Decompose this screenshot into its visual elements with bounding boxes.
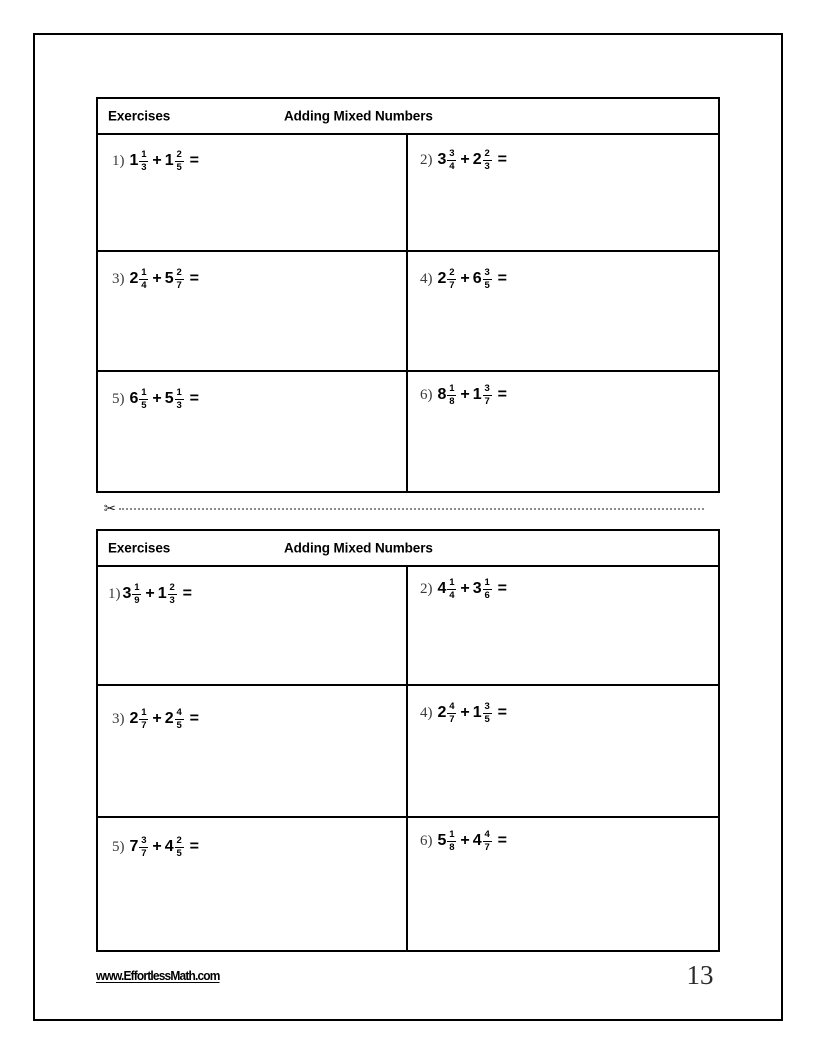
denominator: 5 bbox=[484, 279, 490, 291]
problem-cell-5 bbox=[98, 818, 408, 950]
problem-cell-3 bbox=[98, 686, 408, 816]
problem-label: 5) bbox=[112, 390, 125, 407]
numerator: 1 bbox=[134, 582, 140, 593]
whole-number-2: 5 bbox=[164, 270, 174, 288]
fraction-1 bbox=[447, 578, 456, 601]
numerator: 2 bbox=[484, 148, 490, 159]
problem-cell-2 bbox=[408, 135, 718, 250]
whole-number-2: 4 bbox=[164, 838, 174, 856]
problem-cell-1 bbox=[98, 135, 408, 250]
worksheet-2-row-1 bbox=[98, 567, 718, 686]
math-expression bbox=[438, 268, 508, 291]
equals-sign: = bbox=[189, 270, 199, 288]
math-expression bbox=[130, 836, 200, 859]
math-expression bbox=[438, 149, 508, 172]
problem-label: 4) bbox=[420, 704, 433, 721]
problem-cell-4 bbox=[408, 686, 718, 816]
problem-cell-4 bbox=[408, 252, 718, 370]
whole-number-2: 2 bbox=[472, 151, 482, 169]
problem-expression-1 bbox=[108, 583, 192, 606]
plus-operator: + bbox=[460, 704, 470, 722]
problem-label: 6) bbox=[420, 832, 433, 849]
denominator: 9 bbox=[134, 594, 140, 606]
fraction-1 bbox=[447, 384, 456, 407]
numerator: 3 bbox=[484, 383, 490, 394]
problem-expression-3 bbox=[112, 708, 199, 731]
problem-expression-5 bbox=[112, 836, 199, 859]
equals-sign: = bbox=[189, 390, 199, 408]
worksheet-1-header bbox=[98, 99, 718, 135]
fraction-1 bbox=[139, 268, 148, 291]
denominator: 3 bbox=[176, 399, 182, 411]
problem-cell-2 bbox=[408, 567, 718, 684]
fraction-1 bbox=[139, 150, 148, 173]
whole-number-1: 8 bbox=[437, 386, 447, 404]
denominator: 7 bbox=[141, 847, 147, 859]
problem-cell-5 bbox=[98, 372, 408, 491]
plus-operator: + bbox=[152, 390, 162, 408]
problem-expression-2 bbox=[420, 578, 507, 601]
math-expression bbox=[438, 578, 508, 601]
problem-cell-6 bbox=[408, 372, 718, 491]
worksheet-1-title: Adding Mixed Numbers bbox=[284, 108, 433, 124]
equals-sign: = bbox=[497, 151, 507, 169]
denominator: 5 bbox=[176, 161, 182, 173]
numerator: 2 bbox=[449, 267, 455, 278]
problem-label: 1) bbox=[108, 585, 121, 602]
whole-number-1: 6 bbox=[129, 390, 139, 408]
fraction-1 bbox=[139, 836, 148, 859]
equals-sign: = bbox=[189, 152, 199, 170]
fraction-2 bbox=[483, 384, 492, 407]
whole-number-1: 1 bbox=[129, 152, 139, 170]
fraction-2 bbox=[168, 583, 177, 606]
worksheet-1-row-3 bbox=[98, 372, 718, 491]
numerator: 1 bbox=[141, 149, 147, 160]
fraction-2 bbox=[175, 268, 184, 291]
plus-operator: + bbox=[145, 585, 155, 603]
math-expression bbox=[438, 830, 508, 853]
fraction-2 bbox=[483, 830, 492, 853]
denominator: 7 bbox=[484, 841, 490, 853]
problem-label: 2) bbox=[420, 580, 433, 597]
numerator: 1 bbox=[141, 707, 147, 718]
numerator: 2 bbox=[176, 149, 182, 160]
fraction-1 bbox=[132, 583, 141, 606]
plus-operator: + bbox=[460, 832, 470, 850]
denominator: 7 bbox=[176, 279, 182, 291]
worksheet-block-1 bbox=[96, 97, 720, 493]
denominator: 5 bbox=[141, 399, 147, 411]
problem-label: 1) bbox=[112, 152, 125, 169]
numerator: 4 bbox=[484, 829, 490, 840]
dotted-cut-rule bbox=[119, 508, 704, 512]
problem-cell-6 bbox=[408, 818, 718, 950]
whole-number-2: 5 bbox=[164, 390, 174, 408]
numerator: 1 bbox=[449, 383, 455, 394]
worksheet-block-2 bbox=[96, 529, 720, 952]
problem-label: 3) bbox=[112, 710, 125, 727]
math-expression bbox=[130, 268, 200, 291]
fraction-2 bbox=[483, 702, 492, 725]
denominator: 8 bbox=[449, 841, 455, 853]
problem-cell-3 bbox=[98, 252, 408, 370]
footer-website-link[interactable]: www.EffortlessMath.com bbox=[96, 968, 220, 983]
page-number: 13 bbox=[686, 960, 714, 990]
fraction-2 bbox=[175, 708, 184, 731]
numerator: 3 bbox=[484, 267, 490, 278]
whole-number-1: 7 bbox=[129, 838, 139, 856]
fraction-2 bbox=[483, 268, 492, 291]
problem-label: 5) bbox=[112, 838, 125, 855]
whole-number-2: 1 bbox=[157, 585, 167, 603]
equals-sign: = bbox=[189, 710, 199, 728]
math-expression bbox=[130, 150, 200, 173]
fraction-2 bbox=[175, 150, 184, 173]
denominator: 8 bbox=[449, 395, 455, 407]
plus-operator: + bbox=[460, 151, 470, 169]
whole-number-2: 4 bbox=[472, 832, 482, 850]
numerator: 1 bbox=[449, 829, 455, 840]
whole-number-2: 3 bbox=[472, 580, 482, 598]
whole-number-1: 2 bbox=[129, 270, 139, 288]
numerator: 2 bbox=[176, 835, 182, 846]
problem-cell-1 bbox=[98, 567, 408, 684]
equals-sign: = bbox=[497, 580, 507, 598]
whole-number-1: 4 bbox=[437, 580, 447, 598]
problem-label: 2) bbox=[420, 151, 433, 168]
worksheet-1-row-2 bbox=[98, 252, 718, 372]
fraction-1 bbox=[447, 702, 456, 725]
plus-operator: + bbox=[152, 270, 162, 288]
denominator: 5 bbox=[176, 847, 182, 859]
numerator: 3 bbox=[484, 701, 490, 712]
whole-number-1: 3 bbox=[437, 151, 447, 169]
numerator: 2 bbox=[169, 582, 175, 593]
denominator: 7 bbox=[449, 279, 455, 291]
numerator: 1 bbox=[141, 267, 147, 278]
fraction-1 bbox=[447, 149, 456, 172]
denominator: 5 bbox=[176, 719, 182, 731]
denominator: 5 bbox=[484, 713, 490, 725]
denominator: 7 bbox=[484, 395, 490, 407]
denominator: 4 bbox=[449, 160, 455, 172]
whole-number-1: 2 bbox=[437, 704, 447, 722]
plus-operator: + bbox=[460, 580, 470, 598]
problem-expression-6 bbox=[420, 384, 507, 407]
equals-sign: = bbox=[189, 838, 199, 856]
denominator: 3 bbox=[141, 161, 147, 173]
fraction-1 bbox=[139, 708, 148, 731]
whole-number-2: 1 bbox=[472, 704, 482, 722]
numerator: 4 bbox=[176, 707, 182, 718]
math-expression bbox=[123, 583, 193, 606]
whole-number-1: 5 bbox=[437, 832, 447, 850]
denominator: 3 bbox=[484, 160, 490, 172]
equals-sign: = bbox=[497, 270, 507, 288]
denominator: 7 bbox=[449, 713, 455, 725]
numerator: 3 bbox=[449, 148, 455, 159]
worksheet-2-exercises-label: Exercises bbox=[108, 540, 171, 556]
whole-number-1: 2 bbox=[437, 270, 447, 288]
plus-operator: + bbox=[152, 838, 162, 856]
whole-number-2: 2 bbox=[164, 710, 174, 728]
problem-expression-1 bbox=[112, 150, 199, 173]
numerator: 4 bbox=[449, 701, 455, 712]
denominator: 4 bbox=[141, 279, 147, 291]
problem-expression-5 bbox=[112, 388, 199, 411]
math-expression bbox=[438, 702, 508, 725]
numerator: 2 bbox=[176, 267, 182, 278]
worksheet-1-exercises-label: Exercises bbox=[108, 108, 171, 124]
denominator: 6 bbox=[484, 589, 490, 601]
numerator: 1 bbox=[484, 577, 490, 588]
scissors-icon: ✂ bbox=[103, 500, 117, 516]
worksheet-2-row-3 bbox=[98, 818, 718, 950]
whole-number-1: 2 bbox=[129, 710, 139, 728]
equals-sign: = bbox=[182, 585, 192, 603]
fraction-2 bbox=[175, 836, 184, 859]
fraction-1 bbox=[447, 268, 456, 291]
math-expression bbox=[130, 708, 200, 731]
denominator: 4 bbox=[449, 589, 455, 601]
math-expression bbox=[438, 384, 508, 407]
plus-operator: + bbox=[460, 270, 470, 288]
whole-number-2: 6 bbox=[472, 270, 482, 288]
denominator: 7 bbox=[141, 719, 147, 731]
plus-operator: + bbox=[152, 152, 162, 170]
equals-sign: = bbox=[497, 704, 507, 722]
fraction-2 bbox=[483, 149, 492, 172]
problem-expression-4 bbox=[420, 702, 507, 725]
worksheet-2-title: Adding Mixed Numbers bbox=[284, 540, 433, 556]
whole-number-1: 3 bbox=[122, 585, 132, 603]
worksheet-2-header bbox=[98, 531, 718, 567]
worksheet-2-row-2 bbox=[98, 686, 718, 818]
problem-expression-3 bbox=[112, 268, 199, 291]
fraction-2 bbox=[175, 388, 184, 411]
denominator: 3 bbox=[169, 594, 175, 606]
problem-label: 4) bbox=[420, 270, 433, 287]
fraction-1 bbox=[139, 388, 148, 411]
whole-number-2: 1 bbox=[472, 386, 482, 404]
problem-expression-4 bbox=[420, 268, 507, 291]
numerator: 1 bbox=[176, 387, 182, 398]
cut-line bbox=[104, 499, 704, 517]
equals-sign: = bbox=[497, 386, 507, 404]
numerator: 1 bbox=[449, 577, 455, 588]
whole-number-2: 1 bbox=[164, 152, 174, 170]
plus-operator: + bbox=[460, 386, 470, 404]
plus-operator: + bbox=[152, 710, 162, 728]
problem-expression-2 bbox=[420, 149, 507, 172]
fraction-1 bbox=[447, 830, 456, 853]
worksheet-1-row-1 bbox=[98, 135, 718, 252]
math-expression bbox=[130, 388, 200, 411]
problem-label: 6) bbox=[420, 386, 433, 403]
numerator: 3 bbox=[141, 835, 147, 846]
equals-sign: = bbox=[497, 832, 507, 850]
problem-label: 3) bbox=[112, 270, 125, 287]
problem-expression-6 bbox=[420, 830, 507, 853]
fraction-2 bbox=[483, 578, 492, 601]
numerator: 1 bbox=[141, 387, 147, 398]
